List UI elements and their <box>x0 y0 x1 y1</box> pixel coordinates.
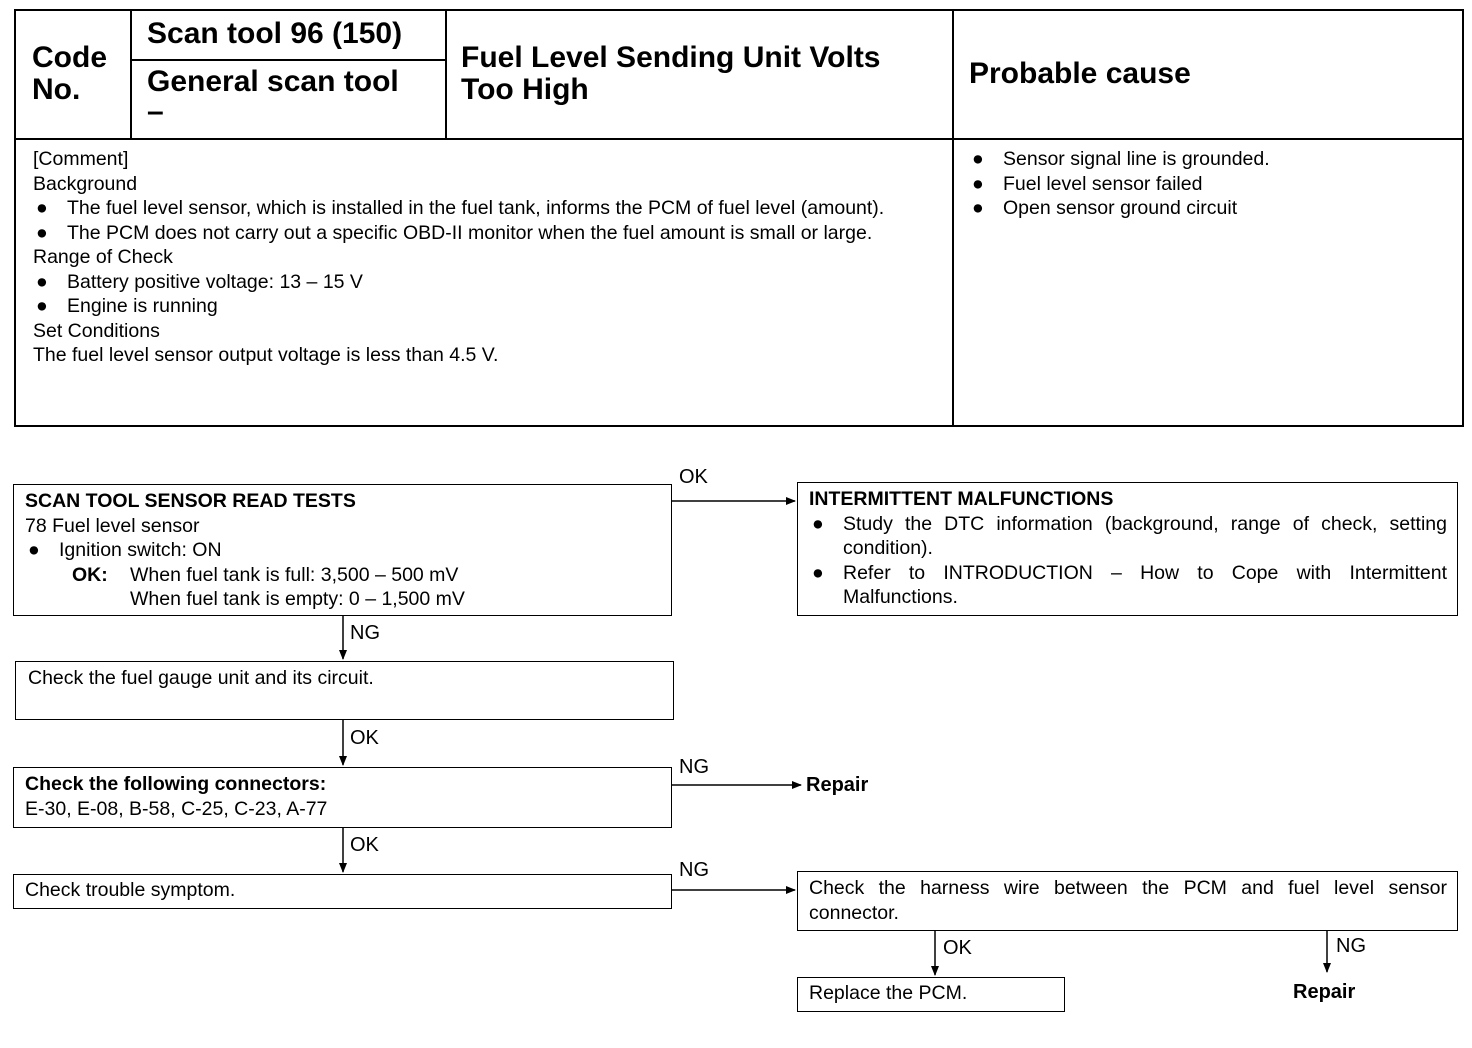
ok-label-scan-intermittent: OK <box>679 466 708 488</box>
comment-block <box>33 147 935 368</box>
general-scan-tool-value: – <box>147 95 164 128</box>
gauge-check-box <box>15 661 674 720</box>
background-item: ● The PCM does not carry out a specific OBD-II monitor when the fuel amount is small or large. <box>36 221 873 244</box>
scan-tool-96-header: Scan tool 96 (150) <box>147 17 403 50</box>
scan-test-condition: ● Ignition switch: ON <box>28 539 222 561</box>
dtc-title: Fuel Level Sending Unit Volts Too High <box>461 41 881 106</box>
probable-cause-header: Probable cause <box>969 57 1191 90</box>
intermittent-box <box>797 482 1458 616</box>
range-item: ● Engine is running <box>36 295 218 317</box>
scan-test-item: 78 Fuel level sensor <box>25 514 200 537</box>
bullet-icon: ● <box>972 148 984 170</box>
background-label: Background <box>33 172 138 195</box>
background-item: ● The fuel level sensor, which is installed in the fuel tank, informs the PCM of fuel level (amount). <box>36 197 885 219</box>
general-scan-tool-header: General scan tool <box>147 65 399 98</box>
scan-test-ok-full: OK: When fuel tank is full: 3,500 – 500 mV <box>72 563 459 586</box>
ok-label: OK: <box>72 563 108 586</box>
ng-label-symptom-harness: NG <box>679 859 709 881</box>
range-item: ● Battery positive voltage: 13 – 15 V <box>36 270 363 293</box>
scan-test-ok-empty: When fuel tank is empty: 0 – 1,500 mV <box>130 588 465 610</box>
set-conditions-label: Set Conditions <box>33 319 160 342</box>
code-no-header: Code No. <box>32 41 107 106</box>
repair-label-harness: Repair <box>1293 981 1356 1003</box>
connectors-title: Check the following connectors: <box>25 773 327 795</box>
trouble-symptom-box <box>13 874 672 909</box>
intermittent-item: ● Study the DTC information (background, range of check, setting condition). <box>812 512 1447 559</box>
harness-check-box <box>797 871 1458 931</box>
harness-check-text: Check the harness wire between the PCM and fuel level sensor connector. <box>809 877 1447 924</box>
probable-cause-item: ● Sensor signal line is grounded. <box>972 148 1270 170</box>
scan-tool-test-box <box>13 484 672 616</box>
bullet-icon: ● <box>972 172 984 195</box>
trouble-symptom-text: Check trouble symptom. <box>25 879 236 901</box>
scan-test-title: SCAN TOOL SENSOR READ TESTS <box>25 490 356 512</box>
comment-label: [Comment] <box>33 148 129 170</box>
bullet-icon: ● <box>28 539 40 561</box>
probable-cause-item: ● Open sensor ground circuit <box>972 197 1238 219</box>
bullet-icon: ● <box>36 221 48 244</box>
bullet-icon: ● <box>36 197 48 219</box>
bullet-icon: ● <box>36 270 48 293</box>
set-conditions-text: The fuel level sensor output voltage is less than 4.5 V. <box>33 344 499 366</box>
ng-label-scan-gauge: NG <box>350 622 380 644</box>
intermittent-title: INTERMITTENT MALFUNCTIONS <box>809 488 1114 510</box>
bullet-icon: ● <box>972 197 984 219</box>
replace-pcm-text: Replace the PCM. <box>809 982 968 1004</box>
bullet-icon: ● <box>812 561 824 584</box>
probable-cause-list <box>969 147 1449 221</box>
ng-label-connectors-repair: NG <box>679 756 709 778</box>
bullet-icon: ● <box>812 512 824 535</box>
intermittent-item: ● Refer to INTRODUCTION – How to Cope with Intermittent Malfunctions. <box>812 561 1447 608</box>
ng-label-harness-repair: NG <box>1336 935 1366 957</box>
repair-label-connectors: Repair <box>806 774 869 796</box>
connectors-list: E-30, E-08, B-58, C-25, C-23, A-77 <box>25 797 328 820</box>
range-label: Range of Check <box>33 246 173 268</box>
bullet-icon: ● <box>36 295 48 317</box>
ok-label-harness-replace: OK <box>943 937 972 959</box>
connectors-box <box>13 767 672 828</box>
probable-cause-item: ● Fuel level sensor failed <box>972 172 1203 195</box>
replace-pcm-box <box>797 977 1065 1012</box>
ok-label-connectors-symptom: OK <box>350 834 379 856</box>
gauge-check-text: Check the fuel gauge unit and its circuit. <box>28 667 374 689</box>
ok-label-gauge-connectors: OK <box>350 727 379 749</box>
